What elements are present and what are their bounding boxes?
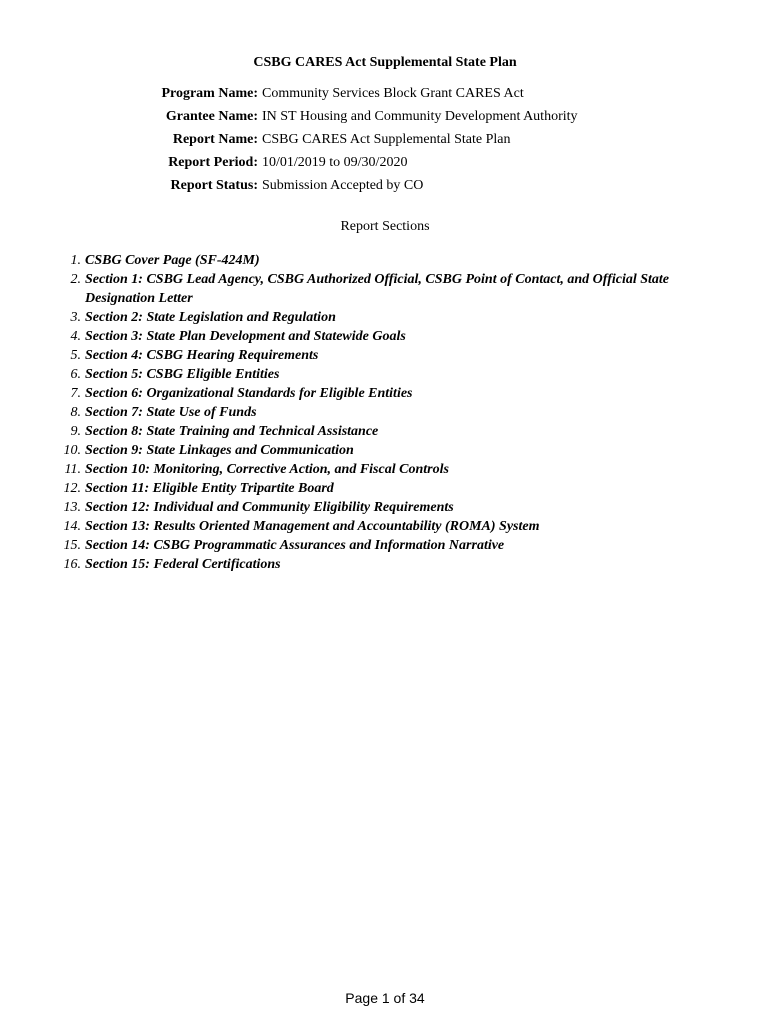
list-item (0, 479, 770, 498)
document-title: CSBG CARES Act Supplemental State Plan (253, 55, 517, 70)
list-item (0, 555, 770, 574)
section-number: 16. (63, 557, 81, 572)
section-number: 14. (63, 519, 81, 534)
list-item (0, 403, 770, 422)
meta-label: Grantee Name: (165, 109, 258, 124)
list-item (0, 441, 770, 460)
meta-row-grantee-name (0, 107, 770, 130)
list-item (0, 460, 770, 479)
list-item (0, 251, 770, 270)
section-link[interactable]: Section 11: Eligible Entity Tripartite Board (85, 481, 334, 496)
section-number: 15. (63, 538, 81, 553)
list-item (0, 536, 770, 555)
section-link[interactable]: Section 3: State Plan Development and Statewide Goals (85, 329, 406, 344)
meta-row-report-name (0, 130, 770, 153)
section-link[interactable]: Section 8: State Training and Technical Assistance (85, 424, 379, 439)
section-number: 9. (70, 424, 81, 439)
meta-value: CSBG CARES Act Supplemental State Plan (262, 132, 511, 147)
list-item (0, 346, 770, 365)
section-link[interactable]: Section 12: Individual and Community Eligibility Requirements (85, 500, 454, 515)
section-link[interactable]: Section 7: State Use of Funds (85, 405, 257, 420)
section-number: 11. (64, 462, 81, 477)
list-item (0, 270, 770, 308)
list-item (0, 517, 770, 536)
report-sections-list (0, 251, 770, 574)
list-item (0, 327, 770, 346)
section-link[interactable]: CSBG Cover Page (SF-424M) (85, 253, 260, 268)
section-link[interactable]: Section 13: Results Oriented Management and Accountability (ROMA) System (85, 519, 540, 534)
section-link[interactable]: Section 10: Monitoring, Corrective Action, and Fiscal Controls (85, 462, 449, 477)
meta-value: IN ST Housing and Community Development Authority (262, 109, 578, 124)
meta-label: Report Period: (168, 155, 258, 170)
meta-row-program-name (0, 84, 770, 107)
report-metadata (0, 84, 770, 199)
meta-value: Community Services Block Grant CARES Act (262, 86, 524, 101)
meta-label: Report Name: (172, 132, 258, 147)
section-number: 2. (70, 272, 81, 287)
list-item (0, 384, 770, 403)
section-number: 10. (63, 443, 81, 458)
section-number: 4. (70, 329, 81, 344)
section-number: 5. (70, 348, 81, 363)
section-number: 3. (70, 310, 81, 325)
section-number: 1. (70, 253, 81, 268)
list-item (0, 365, 770, 384)
section-number: 13. (63, 500, 81, 515)
list-item (0, 422, 770, 441)
meta-row-report-period (0, 153, 770, 176)
section-number: 8. (70, 405, 81, 420)
section-link[interactable]: Section 6: Organizational Standards for Eligible Entities (85, 386, 413, 401)
section-link[interactable]: Section 14: CSBG Programmatic Assurances and Information Narrative (85, 538, 505, 553)
section-number: 7. (70, 386, 81, 401)
section-link[interactable]: Section 1: CSBG Lead Agency, CSBG Authorized Official, CSBG Point of Contact, and Official State Designation Letter (85, 272, 670, 306)
meta-label: Report Status: (170, 178, 258, 193)
meta-value: Submission Accepted by CO (262, 178, 424, 193)
meta-row-report-status (0, 176, 770, 199)
section-link[interactable]: Section 9: State Linkages and Communication (85, 443, 354, 458)
report-sections-heading: Report Sections (340, 219, 430, 234)
section-link[interactable]: Section 4: CSBG Hearing Requirements (85, 348, 319, 363)
page-number: Page 1 of 34 (345, 990, 425, 1006)
meta-label: Program Name: (161, 86, 258, 101)
section-link[interactable]: Section 15: Federal Certifications (85, 557, 281, 572)
section-link[interactable]: Section 5: CSBG Eligible Entities (85, 367, 280, 382)
list-item (0, 498, 770, 517)
section-link[interactable]: Section 2: State Legislation and Regulation (85, 310, 336, 325)
section-number: 12. (63, 481, 81, 496)
meta-value: 10/01/2019 to 09/30/2020 (262, 155, 408, 170)
list-item (0, 308, 770, 327)
section-number: 6. (70, 367, 81, 382)
